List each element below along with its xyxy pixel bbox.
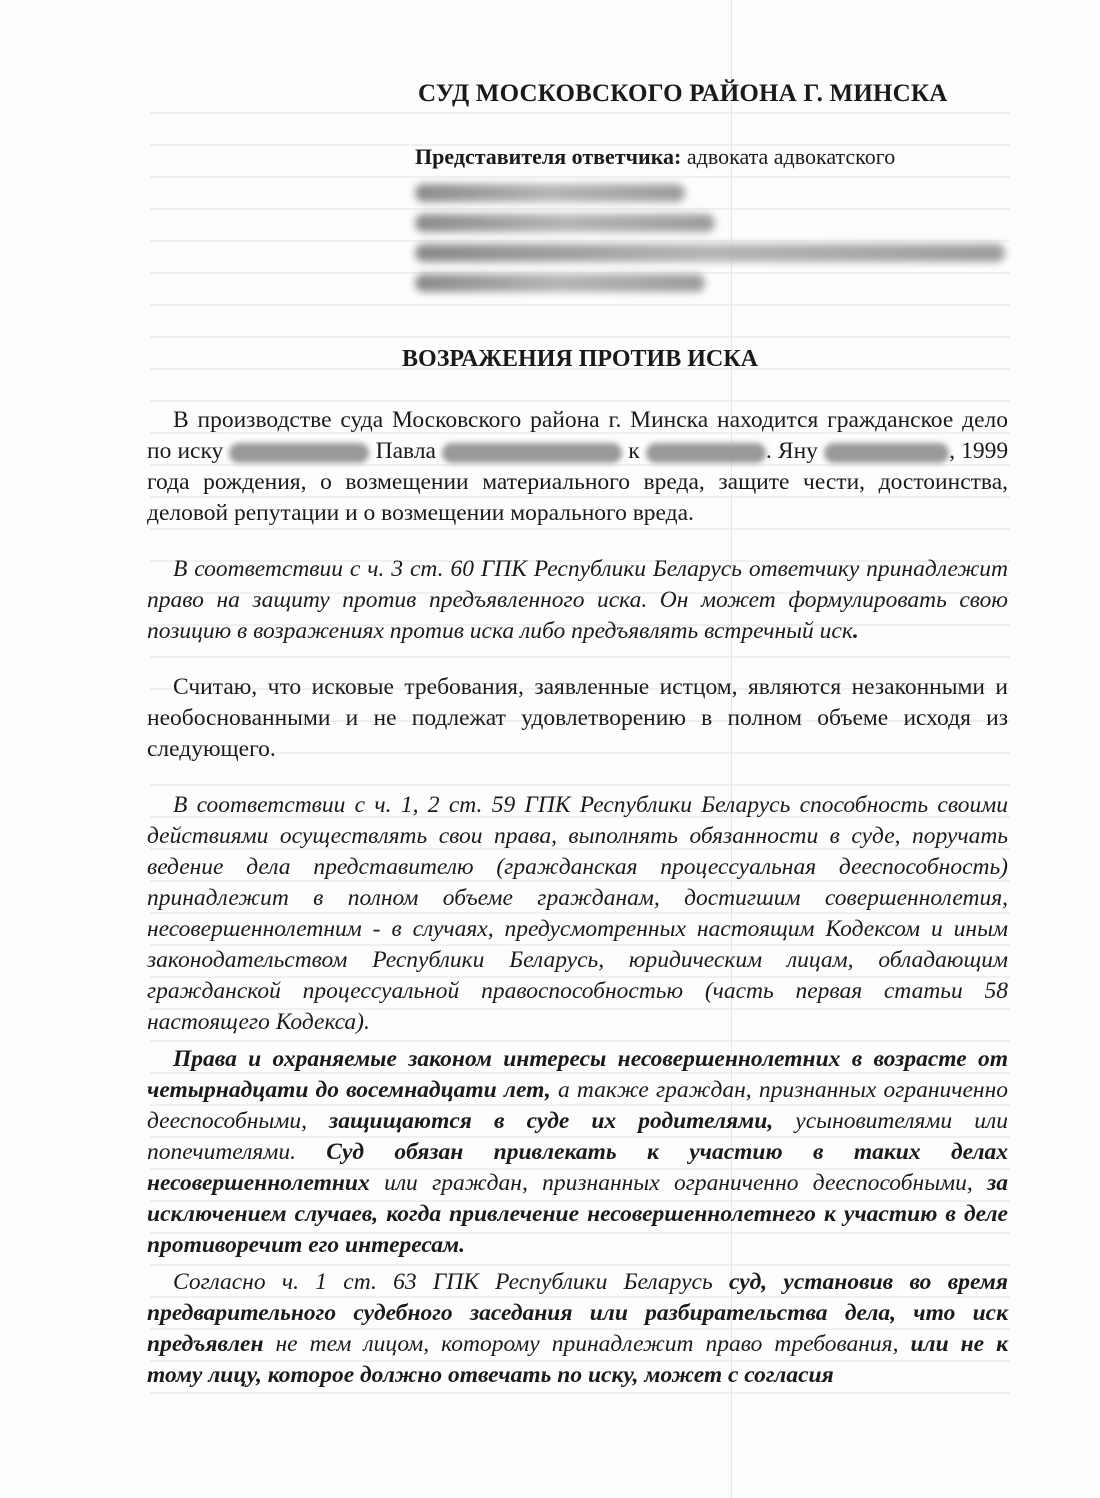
para5-bold-2: защищаются в суде их родителями, [329,1108,774,1134]
para5-bold-1: Права и охраняемые законом интересы несовершеннолетних в возрасте от четырнадцати до восемнадцати лет, [147,1046,1008,1103]
redacted-line [415,184,685,202]
para5-italic-2: усыновителями или попечителями. [147,1108,1008,1165]
para5-bold-4: за исключением случаев, когда привлечение несовершеннолетнего к участию в деле противоречит его интересам. [147,1170,1008,1258]
court-header: СУД МОСКОВСКОГО РАЙОНА Г. МИНСКА [418,80,948,107]
redacted-name [442,443,622,463]
representative-block [415,142,1015,292]
para6-italic-2: не тем лицом, которому принадлежит право требования, [263,1331,911,1357]
paragraph-art60 [147,554,1008,647]
para1-text-3: к [628,438,640,464]
para1-text-5: Яну [777,438,818,464]
paragraph-minors [147,1044,1008,1261]
redacted-line [415,244,1005,262]
document-body [147,405,1008,1391]
para5-bold-3: Суд обязан привлекать к участию в таких делах несовершеннолетних [147,1139,1009,1196]
redacted-name [824,443,949,463]
paragraph-opinion: Считаю, что исковые требования, заявленные истцом, являются незаконными и необоснованными и не подлежат удовлетворению в полном объеме исходя из следующего. [147,674,1008,762]
para6-italic-1: Согласно ч. 1 ст. 63 ГПК Республики Беларусь [173,1269,729,1295]
para2-text-1: В соответствии с ч. 3 ст. 60 ГПК Республики Беларусь ответчику принадлежит право на защиту против предъявленного иска. Он может формулировать свою позицию в возражениях против иска либо предъявлять встречный иск [147,556,1008,644]
para1-text-4: . [765,438,772,464]
para5-italic-3: или граждан, признанных ограниченно дееспособными, [369,1170,988,1196]
redacted-name [646,443,766,463]
paragraph-art59: В соответствии с ч. 1, 2 ст. 59 ГПК Республики Беларусь способность своими действиями осуществлять свои права, выполнять обязанности в суде, поручать ведение дела представителю (гражданская процессуальная дееспособность) принадлежит в полном объеме гражданам, достигшим совершеннолетия, несовершеннолетним - в случаях, предусмотренных настоящим Кодексом и иным законодательством Республики Беларусь, юридическим лицам, обладающим гражданской процессуальной правоспособностью (часть первая статьи 58 настоящего Кодекса). [147,792,1008,1035]
para1-text-2: Павла [375,438,436,464]
para6-bold-2: или не к тому лицу, которое должно отвечать по иску, может с согласия [147,1331,1008,1388]
para1-text-1: В производстве суда Московского района г. Минска находится гражданское дело по иску [147,407,1008,464]
representative-label: Представителя ответчика: [415,144,682,169]
redacted-name [229,443,369,463]
para2-text-2: . [852,618,859,644]
para1-text-6: , 1999 года рождения, о возмещении материального вреда, защите чести, достоинства, деловой репутации и о возмещении морального вреда. [147,438,1009,526]
para5-italic-1: а также граждан, признанных ограниченно дееспособными, [147,1077,1008,1134]
paragraph-case [147,405,1008,529]
redacted-line [415,274,705,292]
redacted-line [415,214,715,232]
representative-text: адвоката адвокатского [686,144,896,169]
paragraph-art63 [147,1267,1008,1391]
para6-bold-1: суд, установив во время предварительного судебного заседания или разбирательства дела, что иск предъявлен [147,1269,1008,1357]
document-title: ВОЗРАЖЕНИЯ ПРОТИВ ИСКА [402,346,758,372]
